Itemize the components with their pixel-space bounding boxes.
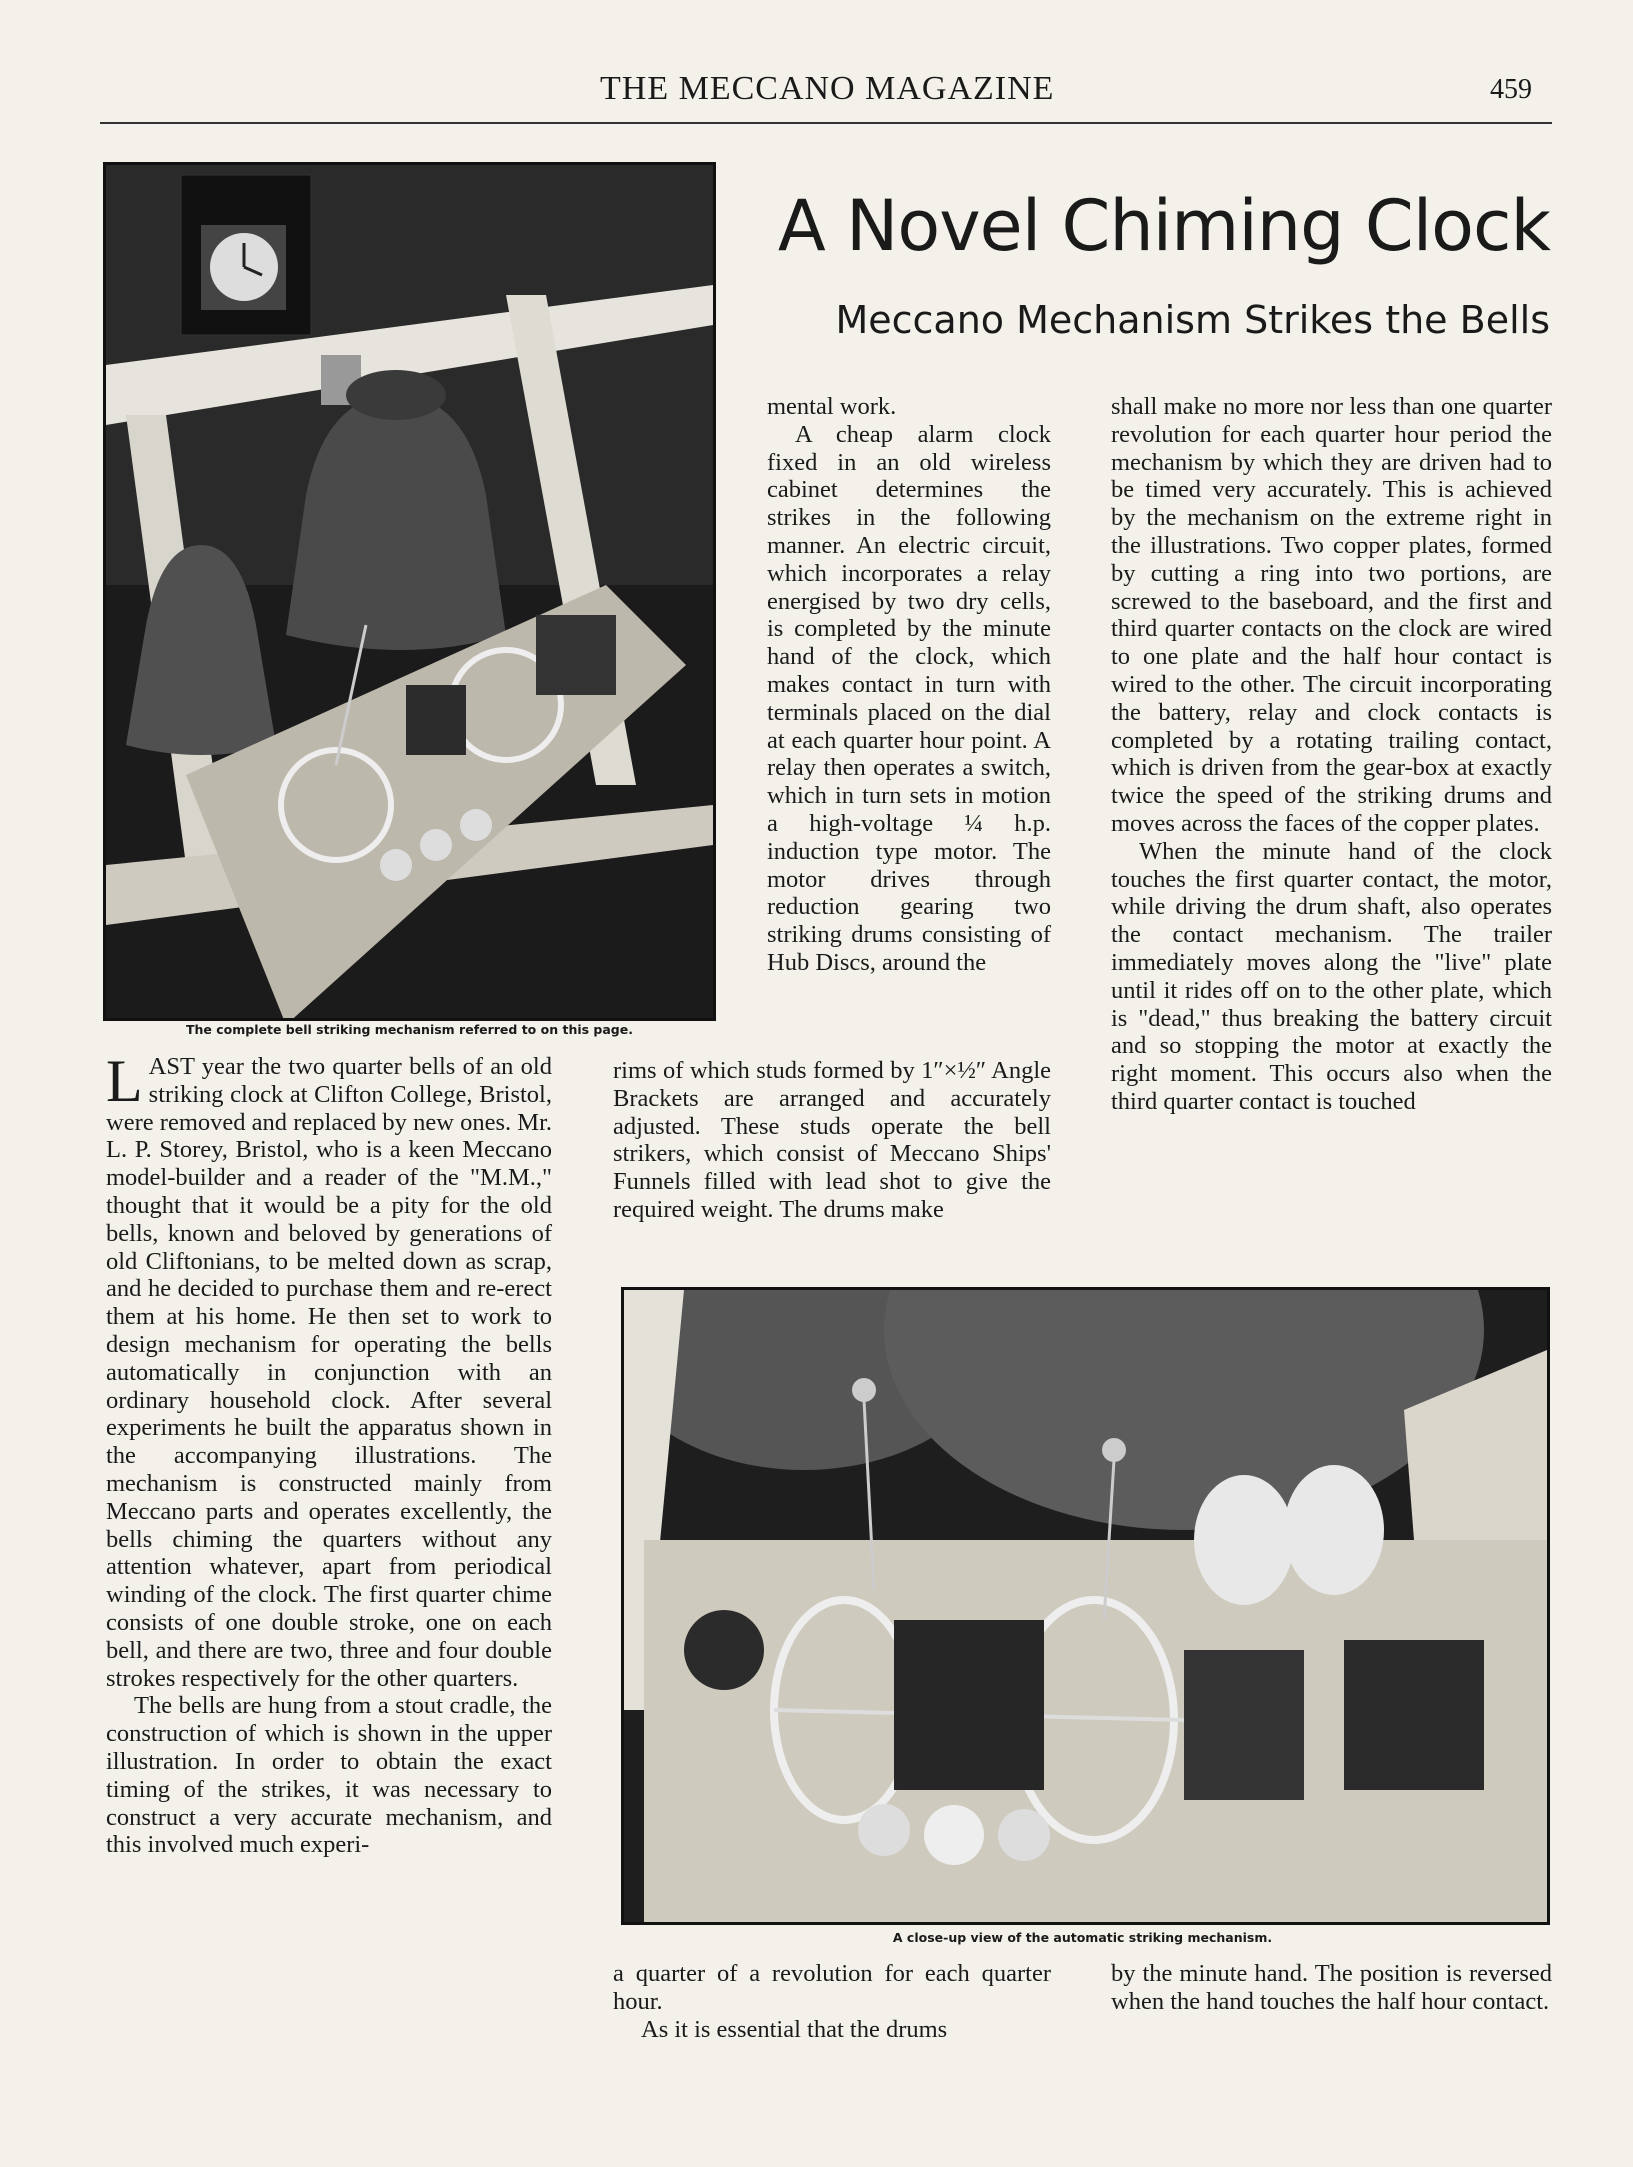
header-rule [100,122,1552,124]
top-photo-caption: The complete bell striking mechanism referred to on this page. [186,1022,633,1037]
opening-paragraph [106,1048,552,1692]
bell-cradle-illustration [106,165,713,1018]
paragraph: shall make no more nor less than one quarter revolution for each quarter hour period the mechanism by which they are driven had to be timed very accurately. This is achieved by the mechanism on the extreme right in the illustrations. Two copper plates, formed by cutting a ring into two portions, are screwed to the baseboard, and the first and third quarter contacts on the clock are wired to one plate and the half hour contact is wired to the other. The circuit incorporating the battery, relay and clock contacts is completed by a rotating trailing contact, which is driven from the gear-box at exactly twice the speed of the striking drums and moves across the faces of the copper plates. [1111,393,1552,837]
paragraph: The bells are hung from a stout cradle, the construction of which is shown in the upper illustration. In order to obtain the exact timing of the strikes, it was necessary to construct a very accurate mechanism, and this involved much experi- [106,1692,552,1859]
paragraph-text: AST year the two quarter bells of an old striking clock at Clifton College, Bristol, were removed and replaced by new ones. Mr. L. P. Storey, Bristol, who is a keen Meccano model-builder and a reader of the "M.M.," thought that it would be a pity for the old bells, known and beloved by generations of old Cliftonians, to be melted down as scrap, and he decided to purchase them and re-erect them at his home. He then set to work to design mechanism for operating the bells automatically in conjunction with an ordinary household clock. After several experiments he built the apparatus shown in the accompanying illustrations. The mechanism is constructed mainly from Meccano parts and operates excellently, the bells chiming the quarters without any attention whatever, apart from periodical winding of the clock. The first quarter chime consists of one double stroke, one on each bell, and there are two, three and four double strokes respectively for the other quarters. [106,1053,552,1692]
article-subtitle: Meccano Mechanism Strikes the Bells [835,298,1550,342]
paragraph: A cheap alarm clock fixed in an old wireless cabinet determines the strikes in the following manner. An electric circuit, which incorporates a relay energised by two dry cells, is completed by the minute hand of the clock, which makes contact in turn with terminals placed on the dial at each quarter hour point. A relay then operates a switch, which in turn sets in motion a high-voltage ¼ h.p. induction type motor. The motor drives through reduction gearing two striking drums consisting of Hub Discs, around the [767,420,1051,976]
column-3-upper [1111,393,1552,1116]
paragraph-continued: rims of which studs formed by 1″×½″ Angle Brackets are arranged and accurately adjusted. These studs operate the bell strikers, which consist of Meccano Ships' Funnels filled with lead shot to give the required weight. The drums make [613,1057,1051,1223]
page-number: 459 [1490,74,1532,105]
column-3-lower [1111,1960,1552,2016]
paragraph: by the minute hand. The position is reversed when the hand touches the half hour contact. [1111,1960,1552,2015]
drop-cap: L [106,1048,143,1114]
paragraph: When the minute hand of the clock touches the first quarter contact, the motor, while driving the drum shaft, also operates the contact mechanism. The trailer immediately moves along the "live" plate until it rides off on to the other plate, which is "dead," thus breaking the battery circuit and so stopping the motor at exactly the right moment. This occurs also when the third quarter contact is touched [1111,837,1552,1115]
bottom-photo-caption: A close-up view of the automatic striking mechanism. [892,1930,1273,1945]
running-head [0,70,1633,110]
paragraph: mental work. [767,393,897,420]
magazine-title: THE MECCANO MAGAZINE [600,70,1055,107]
paragraph: As it is essential that the drums [641,2015,948,2043]
column-2-lower [613,1960,1051,2043]
bell-cradle-photo [103,162,716,1021]
column-2-continued [613,1057,1051,1224]
column-1 [106,1048,552,1859]
column-2-upper [767,393,1051,977]
mechanism-closeup-illustration [624,1290,1547,1922]
article-title: A Novel Chiming Clock [777,185,1550,267]
striking-mechanism-photo [621,1287,1550,1925]
paragraph: a quarter of a revolution for each quarter hour. [613,1960,1051,2015]
